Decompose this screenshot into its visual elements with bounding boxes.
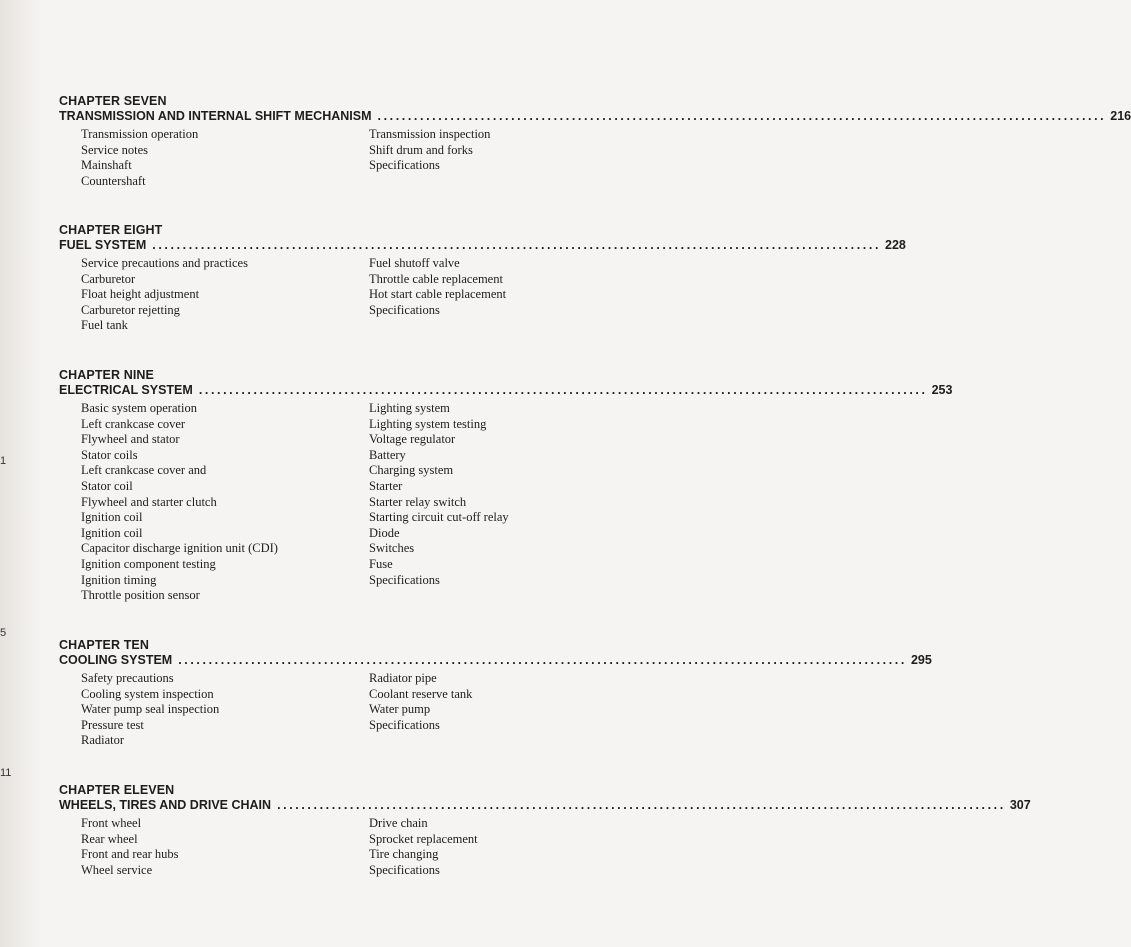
topic-item: Service precautions and practices bbox=[81, 256, 248, 270]
dot-leader: ........................................................................................................................ bbox=[178, 653, 907, 667]
topic-item: Cooling system inspection bbox=[81, 686, 214, 701]
topic-item: Countershaft bbox=[81, 173, 146, 188]
topic-item: Throttle cable replacement bbox=[369, 271, 503, 286]
topic-item: Fuel shutoff valve bbox=[369, 256, 460, 270]
chapter-title: FUEL SYSTEM bbox=[59, 238, 147, 252]
chapter-title-row[interactable] bbox=[59, 109, 1131, 124]
topic-item: Voltage regulator bbox=[369, 432, 456, 447]
topic-list-right bbox=[369, 816, 589, 878]
dot-leader: ........................................................................................................................ bbox=[277, 798, 1006, 812]
topic-item: Ignition timing bbox=[81, 572, 157, 587]
topic-list-left bbox=[59, 816, 369, 878]
topic-item: Hot start cable replacement bbox=[369, 287, 507, 302]
chapter-number: CHAPTER EIGHT bbox=[59, 223, 163, 237]
chapter-section bbox=[59, 223, 906, 334]
dot-leader: ........................................................................................................................ bbox=[377, 109, 1107, 123]
chapter-page-number: 295 bbox=[910, 653, 932, 667]
topic-item: Flywheel and starter clutch bbox=[81, 494, 217, 509]
page-binding-edge bbox=[0, 0, 40, 947]
chapter-number: CHAPTER SEVEN bbox=[59, 94, 167, 108]
chapter-title-row[interactable] bbox=[59, 798, 1031, 813]
chapter-page-number: 253 bbox=[931, 383, 953, 397]
chapter-title-row[interactable] bbox=[59, 238, 906, 253]
topic-item: Starting circuit cut-off relay bbox=[369, 510, 509, 525]
topic-item: Safety precautions bbox=[81, 671, 174, 685]
chapter-title: TRANSMISSION AND INTERNAL SHIFT MECHANISM bbox=[59, 109, 372, 123]
topic-item: Starter bbox=[369, 478, 403, 493]
topic-list-left bbox=[59, 127, 369, 189]
topic-item: Basic system operation bbox=[81, 401, 197, 415]
chapter-section bbox=[59, 783, 1031, 878]
topic-item: Diode bbox=[369, 525, 400, 540]
margin-number: 5 bbox=[0, 627, 7, 639]
topic-item: Charging system bbox=[369, 463, 454, 478]
topic-list-left bbox=[59, 256, 369, 334]
topic-item: Capacitor discharge ignition unit (CDI) bbox=[81, 541, 278, 556]
topic-item: Throttle position sensor bbox=[81, 588, 200, 603]
topic-item: Specifications bbox=[369, 302, 440, 317]
topic-item: Radiator bbox=[81, 733, 125, 748]
margin-number: 11 bbox=[0, 767, 12, 779]
topic-item: Flywheel and stator bbox=[81, 432, 180, 447]
topic-item: Front wheel bbox=[81, 816, 142, 830]
topic-item: Specifications bbox=[369, 717, 440, 732]
topic-item: Battery bbox=[369, 447, 406, 462]
topic-item: Lighting system testing bbox=[369, 416, 487, 431]
topic-item: Rear wheel bbox=[81, 831, 138, 846]
topic-item: Left crankcase cover bbox=[81, 416, 186, 431]
topic-item: Starter relay switch bbox=[369, 494, 467, 509]
topic-item: Lighting system bbox=[369, 401, 450, 415]
chapter-section bbox=[59, 638, 932, 749]
topic-list-right bbox=[369, 256, 589, 334]
topic-item: Fuel tank bbox=[81, 318, 128, 333]
chapter-section bbox=[59, 94, 1131, 189]
chapter-title-row[interactable] bbox=[59, 383, 953, 398]
topic-list-left bbox=[59, 671, 369, 749]
dot-leader: ........................................................................................................................ bbox=[152, 238, 882, 252]
topic-item: Float height adjustment bbox=[81, 287, 200, 302]
chapter-number: CHAPTER TEN bbox=[59, 638, 149, 652]
topic-list-left bbox=[59, 401, 369, 604]
chapter-number: CHAPTER ELEVEN bbox=[59, 783, 175, 797]
topic-item: Stator coil bbox=[81, 478, 133, 493]
topic-item: Sprocket replacement bbox=[369, 831, 478, 846]
topic-item: Stator coils bbox=[81, 447, 138, 462]
chapter-number: CHAPTER NINE bbox=[59, 368, 154, 382]
topic-item: Coolant reserve tank bbox=[369, 686, 473, 701]
topic-item: Water pump seal inspection bbox=[81, 702, 220, 717]
topic-item: Transmission inspection bbox=[369, 127, 491, 141]
topic-item: Pressure test bbox=[81, 717, 144, 732]
topic-item: Tire changing bbox=[369, 847, 439, 862]
topic-item: Ignition coil bbox=[81, 510, 143, 525]
topic-item: Specifications bbox=[369, 158, 440, 173]
chapter-page-number: 216 bbox=[1110, 109, 1131, 123]
topic-item: Transmission operation bbox=[81, 127, 199, 141]
topic-item: Service notes bbox=[81, 142, 148, 157]
topic-item: Carburetor bbox=[81, 271, 136, 286]
topic-list-right bbox=[369, 127, 589, 189]
chapter-title: COOLING SYSTEM bbox=[59, 653, 173, 667]
topic-list-right bbox=[369, 401, 589, 604]
topic-item: Wheel service bbox=[81, 862, 153, 877]
margin-number: 1 bbox=[0, 455, 7, 467]
topic-item: Front and rear hubs bbox=[81, 847, 179, 862]
chapter-title-row[interactable] bbox=[59, 653, 932, 668]
chapter-page-number: 307 bbox=[1009, 798, 1031, 812]
topic-item: Ignition coil bbox=[81, 525, 143, 540]
topic-item: Ignition component testing bbox=[81, 556, 216, 571]
chapter-section bbox=[59, 368, 953, 604]
topic-list-right bbox=[369, 671, 589, 749]
topic-item: Water pump bbox=[369, 702, 431, 717]
chapter-page-number: 228 bbox=[885, 238, 906, 252]
topic-item: Left crankcase cover and bbox=[81, 463, 207, 478]
topic-item: Drive chain bbox=[369, 816, 428, 830]
topic-item: Specifications bbox=[369, 862, 440, 877]
topic-item: Carburetor rejetting bbox=[81, 302, 180, 317]
topic-item: Specifications bbox=[369, 572, 440, 587]
topic-item: Radiator pipe bbox=[369, 671, 437, 685]
topic-item: Switches bbox=[369, 541, 415, 556]
chapter-title: WHEELS, TIRES AND DRIVE CHAIN bbox=[59, 798, 272, 812]
topic-item: Fuse bbox=[369, 556, 393, 571]
chapter-title: ELECTRICAL SYSTEM bbox=[59, 383, 193, 397]
dot-leader: ........................................................................................................................ bbox=[198, 383, 928, 397]
topic-item: Shift drum and forks bbox=[369, 142, 473, 157]
topic-item: Mainshaft bbox=[81, 158, 132, 173]
